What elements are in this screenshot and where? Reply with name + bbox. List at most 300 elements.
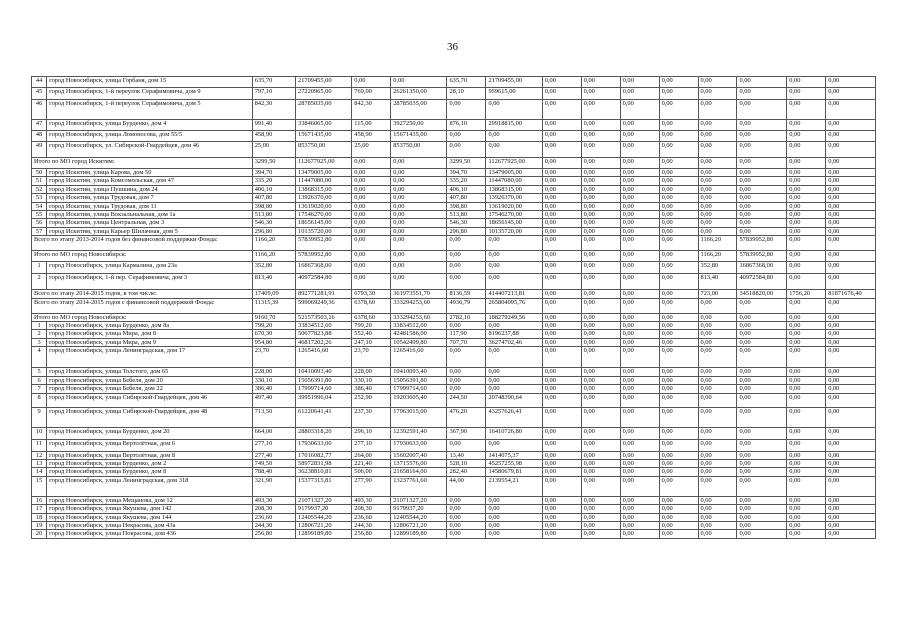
value-cell: 15056391,80 (296, 376, 352, 384)
value-cell: 21658164,00 (391, 468, 447, 476)
table-row (32, 100, 876, 120)
value-cell: 0,00 (826, 476, 876, 496)
value-cell: 0,00 (787, 185, 826, 193)
value-cell: 1756,20 (787, 290, 826, 298)
value-cell: 321,90 (252, 476, 295, 496)
address-cell: город Искитим, улица Центральная, дом 3 (47, 219, 253, 227)
value-cell: 0,00 (659, 521, 698, 529)
value-cell: 0,00 (826, 439, 876, 451)
value-cell: 0,00 (787, 262, 826, 274)
value-cell: 0,00 (826, 227, 876, 235)
value-cell: 0,00 (581, 194, 620, 202)
value-cell: 0,00 (737, 451, 787, 459)
value-cell: 12806721,20 (391, 521, 447, 529)
value-cell: 0,00 (581, 290, 620, 298)
value-cell: 1265416,60 (391, 347, 447, 368)
housing-program-table (31, 76, 876, 539)
value-cell: 0,00 (447, 368, 486, 376)
value-cell: 797,10 (252, 88, 295, 100)
value-cell: 664,00 (252, 427, 295, 439)
row-number-cell: 54 (32, 202, 47, 210)
value-cell: 0,00 (391, 177, 447, 185)
value-cell: 0,00 (698, 476, 737, 496)
value-cell: 0,00 (486, 347, 542, 368)
value-cell: 0,00 (620, 100, 659, 120)
value-cell: 0,00 (698, 88, 737, 100)
value-cell: 1166,20 (252, 251, 295, 262)
table-row (32, 330, 876, 338)
value-cell: 17930633,00 (296, 439, 352, 451)
table-row (32, 521, 876, 529)
value-cell: 0,00 (826, 530, 876, 538)
value-cell: 0,00 (581, 330, 620, 338)
value-cell: 0,00 (698, 202, 737, 210)
value-cell: 17930633,00 (391, 439, 447, 451)
table-row (32, 262, 876, 274)
value-cell: 0,00 (826, 451, 876, 459)
value-cell: 0,00 (542, 77, 581, 88)
value-cell: 0,00 (620, 290, 659, 298)
value-cell: 0,00 (826, 120, 876, 131)
value-cell: 2139554,21 (486, 476, 542, 496)
value-cell: 493,30 (252, 496, 295, 504)
value-cell: 0,00 (787, 120, 826, 131)
value-cell: 513,80 (447, 211, 486, 219)
value-cell: 0,00 (581, 158, 620, 169)
address-cell: город Новосибирск, улица Ленинградская, дом 17 (47, 347, 253, 368)
value-cell: 13868315,00 (486, 185, 542, 193)
address-cell: город Искитим, улица Трудовая, дом 11 (47, 202, 253, 210)
value-cell: 0,00 (447, 530, 486, 538)
value-cell: 13926370,00 (296, 194, 352, 202)
value-cell: 3927250,00 (391, 120, 447, 131)
value-cell: 0,00 (659, 427, 698, 439)
value-cell: 282,40 (447, 468, 486, 476)
value-cell: 0,00 (620, 385, 659, 393)
value-cell: 44,00 (447, 476, 486, 496)
value-cell: 0,00 (826, 368, 876, 376)
value-cell: 749,50 (252, 459, 295, 467)
row-number-cell: 3 (32, 338, 47, 346)
row-number-cell: 17 (32, 505, 47, 513)
value-cell: 13,40 (447, 451, 486, 459)
value-cell: 13479005,00 (296, 169, 352, 177)
total-row (32, 236, 876, 251)
value-cell: 13926370,00 (486, 194, 542, 202)
value-cell: 707,70 (447, 338, 486, 346)
value-cell: 0,00 (391, 169, 447, 177)
value-cell: 43257626,41 (486, 407, 542, 427)
value-cell: 0,00 (447, 251, 486, 262)
value-cell: 0,00 (581, 131, 620, 142)
value-cell: 0,00 (698, 100, 737, 120)
value-cell: 0,00 (659, 298, 698, 313)
value-cell: 0,00 (581, 521, 620, 529)
value-cell: 17963015,00 (391, 407, 447, 427)
value-cell: 0,00 (620, 427, 659, 439)
value-cell: 0,00 (787, 347, 826, 368)
value-cell: 0,00 (787, 459, 826, 467)
value-cell: 0,00 (826, 513, 876, 521)
value-cell: 892771281,91 (296, 290, 352, 298)
address-cell: город Новосибирск, улица Сибирской-Гвардейцев, дом 46 (47, 393, 253, 407)
value-cell: 0,00 (581, 236, 620, 251)
table-row (32, 459, 876, 467)
value-cell: 0,00 (486, 236, 542, 251)
value-cell: 0,00 (698, 385, 737, 393)
value-cell: 0,00 (581, 338, 620, 346)
row-number-cell: 44 (32, 77, 47, 88)
value-cell: 0,00 (542, 219, 581, 227)
value-cell: 0,00 (542, 227, 581, 235)
value-cell: 0,00 (659, 385, 698, 393)
value-cell: 0,00 (737, 368, 787, 376)
value-cell: 0,00 (659, 169, 698, 177)
value-cell: 0,00 (698, 338, 737, 346)
value-cell: 0,00 (620, 505, 659, 513)
value-cell: 0,00 (486, 376, 542, 384)
value-cell: 0,00 (581, 496, 620, 504)
table-row (32, 131, 876, 142)
value-cell: 0,00 (737, 177, 787, 185)
address-cell: город Новосибирск, улица Горбаня, дом 15 (47, 77, 253, 88)
value-cell: 0,00 (620, 185, 659, 193)
total-row (32, 313, 876, 321)
value-cell: 0,00 (447, 505, 486, 513)
address-cell: город Новосибирск, улица Якушева, дом 144 (47, 513, 253, 521)
value-cell: 0,00 (542, 211, 581, 219)
value-cell: 0,00 (826, 158, 876, 169)
value-cell: 0,00 (542, 120, 581, 131)
value-cell: 0,00 (787, 177, 826, 185)
value-cell: 0,00 (581, 451, 620, 459)
value-cell: 112677925,00 (486, 158, 542, 169)
value-cell: 0,00 (737, 385, 787, 393)
row-number-cell: 11 (32, 439, 47, 451)
value-cell: 0,00 (737, 530, 787, 538)
value-cell: 0,00 (737, 169, 787, 177)
value-cell: 0,00 (659, 496, 698, 504)
value-cell: 0,00 (787, 476, 826, 496)
value-cell: 0,00 (581, 385, 620, 393)
value-cell: 0,00 (787, 236, 826, 251)
value-cell: 0,00 (698, 451, 737, 459)
value-cell: 0,00 (737, 322, 787, 330)
value-cell: 0,00 (826, 407, 876, 427)
value-cell: 0,00 (542, 185, 581, 193)
value-cell: 0,00 (737, 77, 787, 88)
value-cell: 0,00 (542, 385, 581, 393)
value-cell: 0,00 (787, 298, 826, 313)
total-label-cell: Всего по этапу 2014-2015 годов, в том числе: (32, 290, 253, 298)
row-number-cell: 10 (32, 427, 47, 439)
value-cell: 236,60 (352, 513, 391, 521)
value-cell: 0,00 (542, 476, 581, 496)
value-cell: 16410726,80 (486, 427, 542, 439)
value-cell: 0,00 (542, 298, 581, 313)
value-cell: 0,00 (737, 120, 787, 131)
value-cell: 0,00 (737, 476, 787, 496)
value-cell: 0,00 (737, 439, 787, 451)
table-row (32, 347, 876, 368)
value-cell: 407,80 (252, 194, 295, 202)
value-cell: 394,70 (252, 169, 295, 177)
value-cell: 0,00 (352, 211, 391, 219)
value-cell: 635,70 (252, 77, 295, 88)
value-cell: 0,00 (659, 158, 698, 169)
value-cell: 0,00 (698, 347, 737, 368)
address-cell: город Искитим, улица Карова, дом 50 (47, 169, 253, 177)
value-cell: 0,00 (391, 227, 447, 235)
address-cell: город Искитим, улица Комсомольская, дом 47 (47, 177, 253, 185)
value-cell: 0,00 (659, 185, 698, 193)
value-cell: 0,00 (486, 322, 542, 330)
value-cell: 0,00 (659, 338, 698, 346)
value-cell: 0,00 (447, 376, 486, 384)
value-cell: 0,00 (581, 322, 620, 330)
table-row (32, 142, 876, 158)
value-cell: 0,00 (698, 177, 737, 185)
value-cell: 26261350,00 (391, 88, 447, 100)
value-cell: 21709455,00 (486, 77, 542, 88)
value-cell: 0,00 (542, 368, 581, 376)
value-cell: 0,00 (542, 236, 581, 251)
value-cell: 0,00 (447, 131, 486, 142)
value-cell: 0,00 (620, 219, 659, 227)
value-cell: 0,00 (542, 530, 581, 538)
table-row (32, 194, 876, 202)
value-cell: 13619020,00 (486, 202, 542, 210)
address-cell: город Новосибирск, улица Кармалина, дом 23а (47, 262, 253, 274)
value-cell: 0,00 (698, 322, 737, 330)
value-cell: 10542499,80 (391, 338, 447, 346)
value-cell: 0,00 (787, 158, 826, 169)
value-cell: 0,00 (352, 185, 391, 193)
value-cell: 0,00 (486, 439, 542, 451)
value-cell: 0,00 (620, 194, 659, 202)
value-cell: 0,00 (581, 169, 620, 177)
table-row (32, 322, 876, 330)
value-cell: 296,80 (447, 227, 486, 235)
value-cell: 0,00 (581, 427, 620, 439)
table-row (32, 513, 876, 521)
value-cell: 333294253,60 (391, 313, 447, 321)
value-cell: 0,00 (352, 262, 391, 274)
value-cell: 28785035,00 (391, 100, 447, 120)
value-cell: 853750,00 (296, 142, 352, 158)
value-cell: 0,00 (659, 439, 698, 451)
value-cell: 40972584,80 (737, 274, 787, 290)
value-cell: 0,00 (659, 177, 698, 185)
value-cell: 0,00 (826, 177, 876, 185)
value-cell: 61220641,41 (296, 407, 352, 427)
value-cell: 0,00 (391, 194, 447, 202)
value-cell: 0,00 (787, 142, 826, 158)
value-cell: 0,00 (542, 468, 581, 476)
value-cell: 352,80 (252, 262, 295, 274)
value-cell: 0,00 (698, 219, 737, 227)
value-cell: 1166,20 (698, 236, 737, 251)
value-cell: 406,10 (447, 185, 486, 193)
value-cell: 0,00 (659, 505, 698, 513)
value-cell: 0,00 (737, 393, 787, 407)
value-cell: 9160,70 (252, 313, 295, 321)
row-number-cell: 4 (32, 347, 47, 368)
total-row (32, 251, 876, 262)
value-cell: 0,00 (542, 251, 581, 262)
value-cell: 11447080,00 (296, 177, 352, 185)
value-cell: 34518820,00 (737, 290, 787, 298)
value-cell: 0,00 (542, 313, 581, 321)
value-cell: 0,00 (542, 376, 581, 384)
value-cell: 0,00 (620, 368, 659, 376)
value-cell: 713,50 (252, 407, 295, 427)
value-cell: 33834512,60 (391, 322, 447, 330)
value-cell: 0,00 (620, 131, 659, 142)
value-cell: 25,00 (352, 142, 391, 158)
value-cell: 552,40 (352, 330, 391, 338)
value-cell: 0,00 (620, 347, 659, 368)
value-cell: 954,80 (252, 338, 295, 346)
value-cell: 0,00 (737, 131, 787, 142)
row-number-cell: 7 (32, 385, 47, 393)
value-cell: 0,00 (352, 194, 391, 202)
value-cell: 28,10 (447, 88, 486, 100)
value-cell: 208,30 (252, 505, 295, 513)
value-cell: 0,00 (659, 77, 698, 88)
value-cell: 0,00 (826, 468, 876, 476)
value-cell: 0,00 (659, 451, 698, 459)
value-cell: 0,00 (542, 338, 581, 346)
value-cell: 57839952,80 (296, 251, 352, 262)
value-cell: 0,00 (542, 131, 581, 142)
value-cell: 0,00 (620, 451, 659, 459)
value-cell: 0,00 (826, 393, 876, 407)
value-cell: 0,00 (581, 219, 620, 227)
value-cell: 27220965,00 (296, 88, 352, 100)
value-cell: 296,10 (352, 427, 391, 439)
value-cell: 0,00 (787, 251, 826, 262)
address-cell: город Искитим, улица Пушкина, дом 24 (47, 185, 253, 193)
value-cell: 18656145,00 (486, 219, 542, 227)
value-cell: 0,00 (581, 376, 620, 384)
value-cell: 15671435,00 (391, 131, 447, 142)
value-cell: 0,00 (698, 131, 737, 142)
value-cell: 0,00 (447, 142, 486, 158)
value-cell: 17546270,00 (296, 211, 352, 219)
table-row (32, 476, 876, 496)
value-cell: 0,00 (698, 468, 737, 476)
value-cell: 0,00 (542, 194, 581, 202)
value-cell: 0,00 (542, 407, 581, 427)
value-cell: 0,00 (826, 313, 876, 321)
value-cell: 29918815,00 (486, 120, 542, 131)
value-cell: 10135720,00 (296, 227, 352, 235)
row-number-cell: 20 (32, 530, 47, 538)
value-cell: 81871676,40 (826, 290, 876, 298)
value-cell: 406,10 (252, 185, 295, 193)
row-number-cell: 5 (32, 368, 47, 376)
value-cell: 8136,59 (447, 290, 486, 298)
value-cell: 0,00 (620, 227, 659, 235)
value-cell: 0,00 (698, 513, 737, 521)
value-cell: 12806721,20 (296, 521, 352, 529)
value-cell: 0,00 (787, 330, 826, 338)
value-cell: 0,00 (620, 513, 659, 521)
value-cell: 0,00 (391, 251, 447, 262)
row-number-cell: 49 (32, 142, 47, 158)
value-cell: 36274702,46 (486, 338, 542, 346)
value-cell: 398,80 (252, 202, 295, 210)
value-cell: 0,00 (391, 202, 447, 210)
value-cell: 991,40 (252, 120, 295, 131)
value-cell: 28803318,20 (296, 427, 352, 439)
value-cell: 33834512,60 (296, 322, 352, 330)
value-cell: 330,10 (352, 376, 391, 384)
value-cell: 0,00 (826, 427, 876, 439)
value-cell: 0,00 (787, 530, 826, 538)
value-cell: 13619020,00 (296, 202, 352, 210)
value-cell: 244,50 (447, 393, 486, 407)
value-cell: 0,00 (737, 298, 787, 313)
value-cell: 361973551,70 (391, 290, 447, 298)
value-cell: 0,00 (826, 496, 876, 504)
table-row (32, 120, 876, 131)
value-cell: 236,60 (252, 513, 295, 521)
value-cell: 0,00 (826, 77, 876, 88)
value-cell: 0,00 (542, 521, 581, 529)
value-cell: 0,00 (659, 142, 698, 158)
value-cell: 0,00 (787, 322, 826, 330)
table-row (32, 368, 876, 376)
value-cell: 50677823,88 (296, 330, 352, 338)
address-cell: город Новосибирск, улица Бурденко, дом 20 (47, 427, 253, 439)
value-cell: 0,00 (391, 211, 447, 219)
total-row (32, 298, 876, 313)
total-label-cell: Всего по этапу 2013-2014 годов без финансовой поддержки Фонда: (32, 236, 253, 251)
value-cell: 0,00 (659, 88, 698, 100)
value-cell: 0,00 (659, 393, 698, 407)
value-cell: 0,00 (826, 131, 876, 142)
value-cell: 0,00 (659, 211, 698, 219)
value-cell: 0,00 (620, 158, 659, 169)
row-number-cell: 48 (32, 131, 47, 142)
value-cell: 799,20 (252, 322, 295, 330)
value-cell: 0,00 (486, 530, 542, 538)
address-cell: город Новосибирск, 1-й пер. Серафимовича, дом 3 (47, 274, 253, 290)
value-cell: 0,00 (620, 88, 659, 100)
value-cell: 414407213,81 (486, 290, 542, 298)
value-cell: 335,20 (252, 177, 295, 185)
value-cell: 0,00 (737, 100, 787, 120)
row-number-cell: 57 (32, 227, 47, 235)
value-cell: 0,00 (826, 194, 876, 202)
value-cell: 398,80 (447, 202, 486, 210)
value-cell: 0,00 (698, 298, 737, 313)
value-cell: 0,00 (659, 468, 698, 476)
value-cell: 0,00 (581, 459, 620, 467)
value-cell: 546,30 (447, 219, 486, 227)
value-cell: 0,00 (486, 131, 542, 142)
value-cell: 0,00 (542, 513, 581, 521)
address-cell: город Новосибирск, улица Мира, дом 9 (47, 338, 253, 346)
value-cell: 0,00 (826, 211, 876, 219)
table-row (32, 468, 876, 476)
value-cell: 0,00 (447, 385, 486, 393)
address-cell: город Новосибирск, ул. Сибирской-Гвардейцев, дом 46 (47, 142, 253, 158)
value-cell: 0,00 (486, 262, 542, 274)
value-cell: 0,00 (581, 211, 620, 219)
